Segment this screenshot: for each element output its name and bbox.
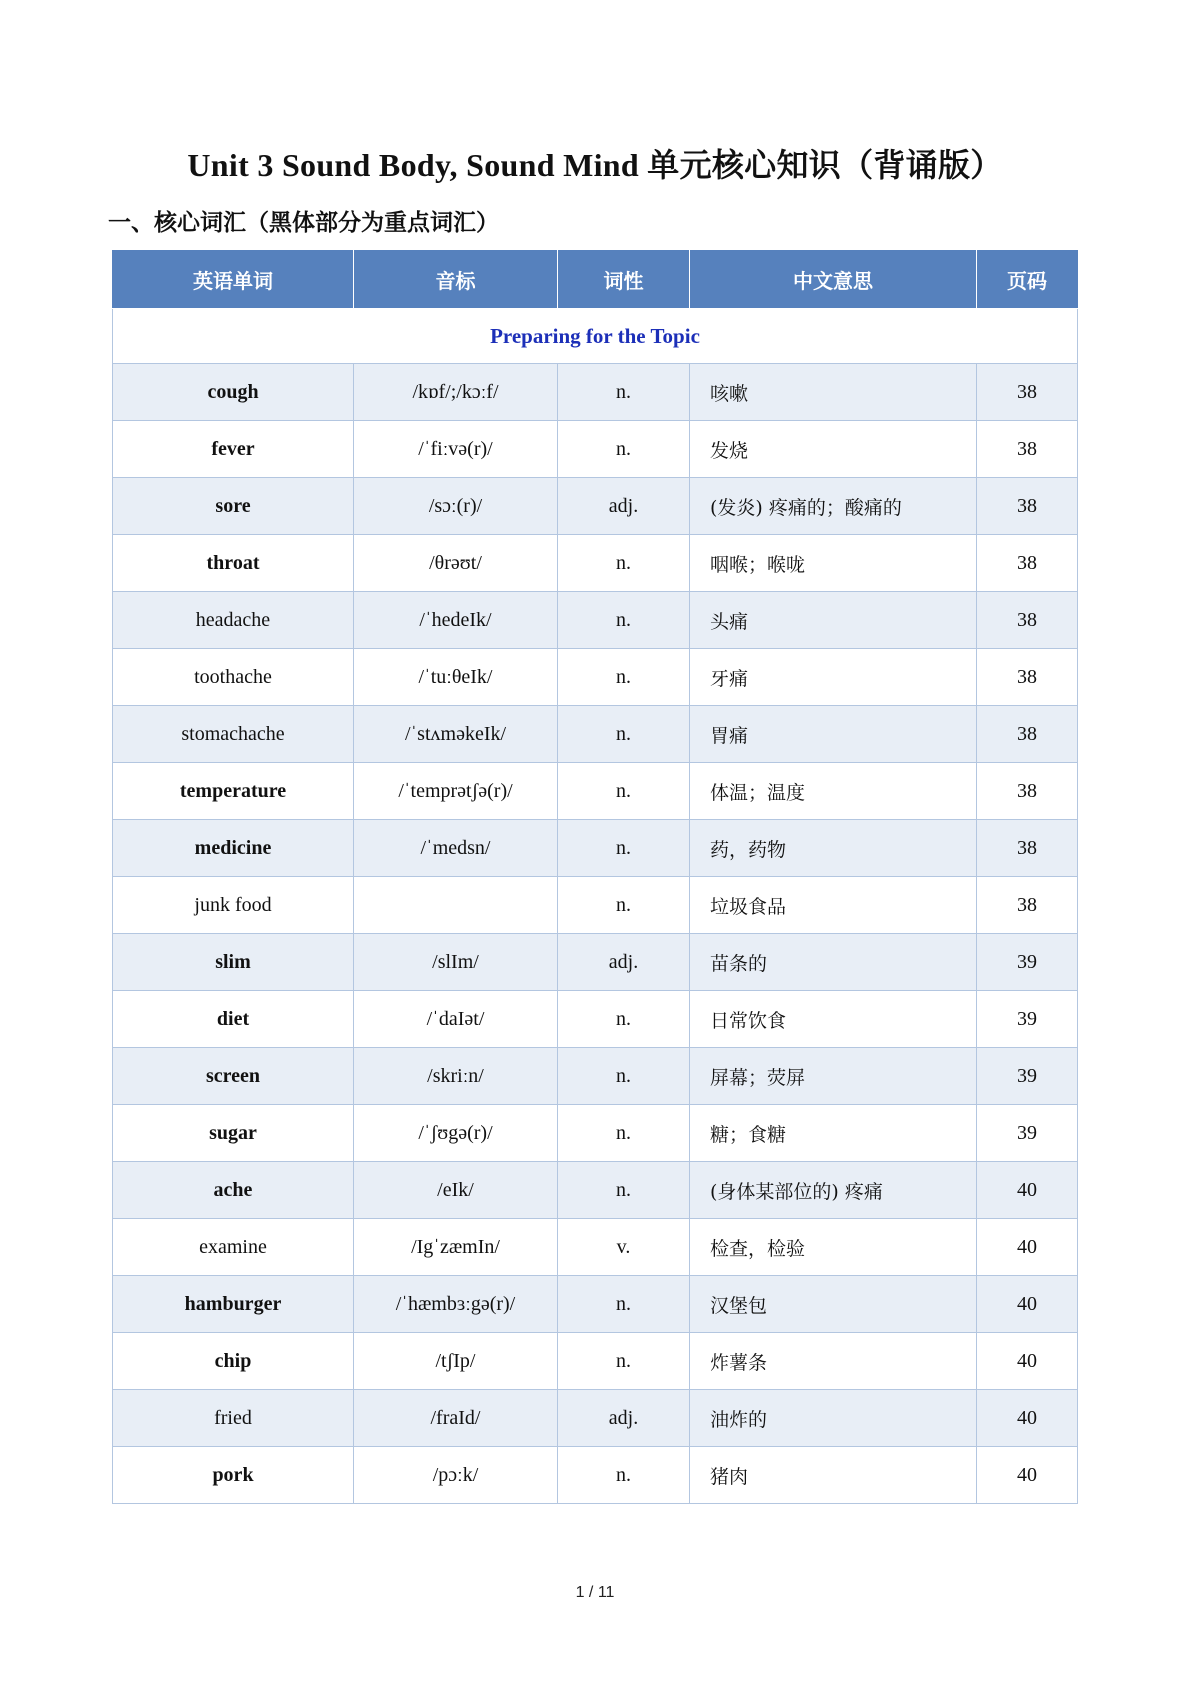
table-row: [113, 1219, 1078, 1276]
page-number: 1 / 11: [575, 1584, 615, 1601]
word-cell: medicine: [113, 820, 354, 877]
pos-cell: n.: [558, 1048, 690, 1105]
table-row: [113, 763, 1078, 820]
phonetic-cell: /ˈfiːvə(r)/: [354, 421, 558, 478]
table-row: [113, 478, 1078, 535]
word-cell: toothache: [113, 649, 354, 706]
meaning-cell: 油炸的: [690, 1390, 977, 1447]
table-row: [113, 1447, 1078, 1504]
phonetic-cell: /kɒf/;/kɔːf/: [354, 364, 558, 421]
section-title: Preparing for the Topic: [113, 309, 1078, 364]
pos-cell: n.: [558, 991, 690, 1048]
pos-cell: adj.: [558, 934, 690, 991]
header-phonetic: 音标: [354, 251, 558, 309]
pos-cell: n.: [558, 592, 690, 649]
page-cell: 40: [977, 1219, 1078, 1276]
table-row: [113, 1048, 1078, 1105]
phonetic-cell: [354, 877, 558, 934]
meaning-cell: 咳嗽: [690, 364, 977, 421]
phonetic-cell: /ˈstʌməkeIk/: [354, 706, 558, 763]
word-cell: pork: [113, 1447, 354, 1504]
page-cell: 39: [977, 1105, 1078, 1162]
pos-cell: n.: [558, 706, 690, 763]
phonetic-cell: /ˈhæmbɜːgə(r)/: [354, 1276, 558, 1333]
pos-cell: n.: [558, 421, 690, 478]
pos-cell: v.: [558, 1219, 690, 1276]
page-title: Unit 3 Sound Body, Sound Mind 单元核心知识（背诵版）: [187, 147, 1003, 183]
pos-cell: adj.: [558, 1390, 690, 1447]
pos-cell: n.: [558, 649, 690, 706]
table-row: [113, 1390, 1078, 1447]
page-cell: 40: [977, 1162, 1078, 1219]
word-cell: temperature: [113, 763, 354, 820]
page-cell: 38: [977, 421, 1078, 478]
word-cell: chip: [113, 1333, 354, 1390]
table-row: [113, 1333, 1078, 1390]
phonetic-cell: /IgˈzæmIn/: [354, 1219, 558, 1276]
pos-cell: n.: [558, 763, 690, 820]
word-cell: hamburger: [113, 1276, 354, 1333]
meaning-cell: 发烧: [690, 421, 977, 478]
phonetic-cell: /pɔːk/: [354, 1447, 558, 1504]
word-cell: fried: [113, 1390, 354, 1447]
page-cell: 40: [977, 1447, 1078, 1504]
meaning-cell: 咽喉；喉咙: [690, 535, 977, 592]
pos-cell: n.: [558, 1276, 690, 1333]
page-cell: 38: [977, 706, 1078, 763]
table-row: [113, 649, 1078, 706]
table-row: [113, 991, 1078, 1048]
word-cell: throat: [113, 535, 354, 592]
table-row: [113, 1162, 1078, 1219]
table-header-row: [113, 251, 1078, 309]
meaning-cell: (发炎) 疼痛的；酸痛的: [690, 478, 977, 535]
pos-cell: n.: [558, 1162, 690, 1219]
section-heading: 一、核心词汇（黑体部分为重点词汇）: [108, 209, 499, 236]
word-cell: junk food: [113, 877, 354, 934]
table-row: [113, 421, 1078, 478]
pos-cell: n.: [558, 535, 690, 592]
word-cell: fever: [113, 421, 354, 478]
table-row: [113, 1276, 1078, 1333]
pos-cell: n.: [558, 364, 690, 421]
table-row: [113, 934, 1078, 991]
word-cell: headache: [113, 592, 354, 649]
meaning-cell: 炸薯条: [690, 1333, 977, 1390]
meaning-cell: 糖；食糖: [690, 1105, 977, 1162]
page-cell: 38: [977, 478, 1078, 535]
pos-cell: n.: [558, 1447, 690, 1504]
phonetic-cell: /ˈhedeIk/: [354, 592, 558, 649]
page-cell: 38: [977, 820, 1078, 877]
meaning-cell: 苗条的: [690, 934, 977, 991]
page-cell: 39: [977, 991, 1078, 1048]
phonetic-cell: /ˈʃʊgə(r)/: [354, 1105, 558, 1162]
word-cell: ache: [113, 1162, 354, 1219]
pos-cell: n.: [558, 1333, 690, 1390]
phonetic-cell: /θrəʊt/: [354, 535, 558, 592]
meaning-cell: 猪肉: [690, 1447, 977, 1504]
meaning-cell: 牙痛: [690, 649, 977, 706]
header-part-of-speech: 词性: [558, 251, 690, 309]
word-cell: examine: [113, 1219, 354, 1276]
table-row: [113, 1105, 1078, 1162]
word-cell: cough: [113, 364, 354, 421]
meaning-cell: (身体某部位的) 疼痛: [690, 1162, 977, 1219]
table-row: [113, 364, 1078, 421]
meaning-cell: 头痛: [690, 592, 977, 649]
page-cell: 38: [977, 649, 1078, 706]
pos-cell: n.: [558, 1105, 690, 1162]
page-cell: 40: [977, 1276, 1078, 1333]
meaning-cell: 药，药物: [690, 820, 977, 877]
meaning-cell: 垃圾食品: [690, 877, 977, 934]
phonetic-cell: /sɔː(r)/: [354, 478, 558, 535]
meaning-cell: 屏幕；荧屏: [690, 1048, 977, 1105]
word-cell: stomachache: [113, 706, 354, 763]
pos-cell: adj.: [558, 478, 690, 535]
table-row: [113, 877, 1078, 934]
header-page: 页码: [977, 251, 1078, 309]
page-cell: 38: [977, 364, 1078, 421]
page-cell: 39: [977, 934, 1078, 991]
pos-cell: n.: [558, 820, 690, 877]
word-cell: diet: [113, 991, 354, 1048]
phonetic-cell: /eIk/: [354, 1162, 558, 1219]
phonetic-cell: /ˈtemprətʃə(r)/: [354, 763, 558, 820]
word-cell: screen: [113, 1048, 354, 1105]
phonetic-cell: /tʃIp/: [354, 1333, 558, 1390]
header-chinese-meaning: 中文意思: [690, 251, 977, 309]
table-row: [113, 535, 1078, 592]
word-cell: sore: [113, 478, 354, 535]
meaning-cell: 体温；温度: [690, 763, 977, 820]
page-cell: 40: [977, 1390, 1078, 1447]
header-english-word: 英语单词: [113, 251, 354, 309]
page-cell: 38: [977, 592, 1078, 649]
vocabulary-table: [112, 250, 1078, 1504]
phonetic-cell: /ˈdaIət/: [354, 991, 558, 1048]
page-cell: 39: [977, 1048, 1078, 1105]
page-cell: 40: [977, 1333, 1078, 1390]
section-title-row: [113, 309, 1078, 364]
phonetic-cell: /fraId/: [354, 1390, 558, 1447]
word-cell: sugar: [113, 1105, 354, 1162]
pos-cell: n.: [558, 877, 690, 934]
meaning-cell: 汉堡包: [690, 1276, 977, 1333]
meaning-cell: 胃痛: [690, 706, 977, 763]
page-cell: 38: [977, 877, 1078, 934]
phonetic-cell: /slIm/: [354, 934, 558, 991]
table-row: [113, 706, 1078, 763]
table-row: [113, 592, 1078, 649]
page-cell: 38: [977, 763, 1078, 820]
word-cell: slim: [113, 934, 354, 991]
page-cell: 38: [977, 535, 1078, 592]
meaning-cell: 日常饮食: [690, 991, 977, 1048]
phonetic-cell: /ˈtuːθeIk/: [354, 649, 558, 706]
phonetic-cell: /skriːn/: [354, 1048, 558, 1105]
meaning-cell: 检查，检验: [690, 1219, 977, 1276]
table-row: [113, 820, 1078, 877]
phonetic-cell: /ˈmedsn/: [354, 820, 558, 877]
